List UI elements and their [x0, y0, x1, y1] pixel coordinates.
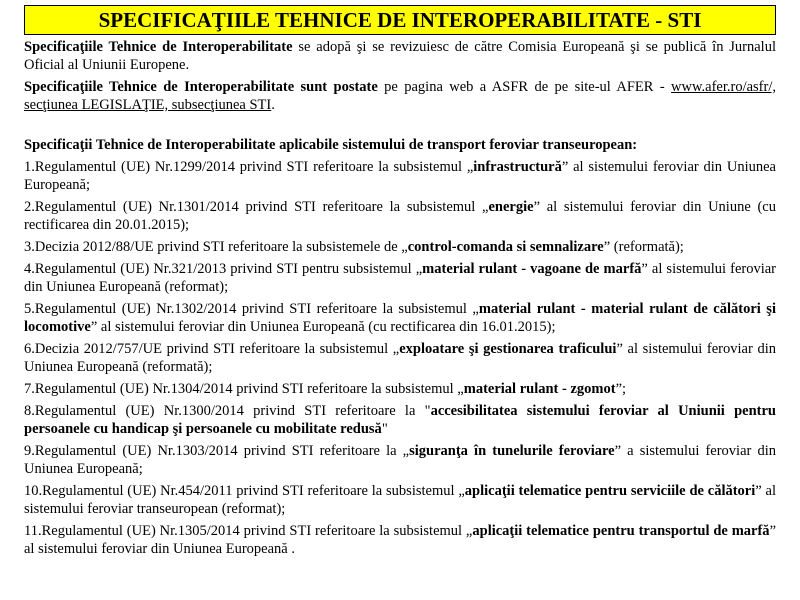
item-bold: exploatare şi gestionarea traficului: [399, 341, 617, 357]
item-text: ” al sistemului feroviar din Uniunea Europeană (reformată);: [24, 341, 776, 375]
intro-1-text: se adopă şi se revizuiesc de către Comisia Europeană şi se publică în Jurnalul Oficial al Uniunii Europene.: [24, 39, 776, 73]
item-bold: material rulant - material rulant de călători şi locomotive: [24, 301, 776, 335]
intro-paragraph-1: [24, 38, 776, 74]
item-text: 1.Regulamentul (UE) Nr.1299/2014 privind STI referitoare la subsistemul „: [24, 159, 474, 175]
item-text: ” al sistemului feroviar din Uniunea Europeană .: [24, 523, 776, 557]
spacer: [24, 118, 776, 136]
item-text: 4.Regulamentul (UE) Nr.321/2013 privind STI pentru subsistemul „: [24, 261, 423, 277]
item-bold: aplicaţii telematice pentru transportul de marfă: [472, 523, 770, 539]
document-body: [24, 38, 776, 562]
item-text: 3.Decizia 2012/88/UE privind STI referitoare la subsistemele de „: [24, 239, 408, 255]
item-bold: material rulant - vagoane de marfă: [422, 261, 642, 277]
item-bold: energie: [488, 199, 534, 215]
item-text: 8.Regulamentul (UE) Nr.1300/2014 privind STI referitoare la ": [24, 403, 431, 419]
list-item: [24, 340, 776, 376]
item-text: ” (reformată);: [603, 239, 684, 255]
list-item: [24, 522, 776, 558]
sti-list: [24, 158, 776, 558]
list-item: [24, 238, 776, 256]
item-text: ” al sistemului feroviar din Uniune (cu rectificarea din 20.01.2015);: [24, 199, 776, 233]
item-text: 2.Regulamentul (UE) Nr.1301/2014 privind STI referitoare la subsistemul „: [24, 199, 489, 215]
list-item: [24, 198, 776, 234]
title-banner: [24, 5, 776, 35]
list-item: [24, 158, 776, 194]
list-item: [24, 402, 776, 438]
list-item: [24, 482, 776, 518]
intro-paragraph-2: [24, 78, 776, 114]
item-text: 5.Regulamentul (UE) Nr.1302/2014 privind STI referitoare la subsistemul „: [24, 301, 479, 317]
intro-2-bold: Specificaţiile Tehnice de Interoperabilitate sunt postate: [24, 79, 378, 95]
item-text: ”;: [615, 381, 627, 397]
item-bold: material rulant - zgomot: [463, 381, 616, 397]
item-bold: infrastructură: [473, 159, 562, 175]
intro-2-text: pe pagina web a ASFR de pe site-ul AFER -: [377, 79, 672, 95]
list-item: [24, 300, 776, 336]
item-bold: aplicaţii telematice pentru serviciile de călători: [464, 483, 756, 499]
item-text: ” a sistemului feroviar din Uniunea Europeană;: [24, 443, 777, 477]
item-text: 9.Regulamentul (UE) Nr.1303/2014 privind STI referitoare la „: [24, 443, 410, 459]
afer-link[interactable]: www.afer.ro/asfr/, secţiunea LEGISLAŢIE, subsecţiunea STI: [24, 79, 776, 113]
item-bold: accesibilitatea sistemului feroviar al Uniunii pentru persoanele cu handicap şi persoanele cu mobilitate redusă: [24, 403, 776, 437]
item-text: ": [381, 421, 388, 437]
item-bold: control-comanda si semnalizare: [407, 239, 604, 255]
item-text: ” al sistemului feroviar din Uniunea Europeană (reformat);: [24, 261, 776, 295]
item-text: 10.Regulamentul (UE) Nr.454/2011 privind STI referitoare la subsistemul „: [24, 483, 465, 499]
item-text: ” al sistemului feroviar din Uniunea Europeană (cu rectificarea din 16.01.2015);: [90, 319, 556, 335]
intro-2-end: .: [271, 97, 275, 113]
list-item: [24, 442, 776, 478]
item-bold: siguranţa în tunelurile feroviare: [409, 443, 615, 459]
list-item: [24, 380, 776, 398]
item-text: ” al sistemului feroviar transeuropean (reformat);: [24, 483, 777, 517]
page-title: SPECIFICAŢIILE TEHNICE DE INTEROPERABILITATE - STI: [98, 7, 702, 32]
intro-1-bold: Specificaţiile Tehnice de Interoperabilitate: [24, 39, 293, 55]
list-heading: Specificaţii Tehnice de Interoperabilitate aplicabile sistemului de transport feroviar transeuropean:: [24, 137, 638, 153]
item-text: ” al sistemului feroviar din Uniunea Europeană;: [24, 159, 776, 193]
list-item: [24, 260, 776, 296]
item-text: 7.Regulamentul (UE) Nr.1304/2014 privind STI referitoare la subsistemul „: [24, 381, 464, 397]
item-text: 11.Regulamentul (UE) Nr.1305/2014 privind STI referitoare la subsistemul „: [24, 523, 473, 539]
item-text: 6.Decizia 2012/757/UE privind STI referitoare la subsistemul „: [24, 341, 400, 357]
